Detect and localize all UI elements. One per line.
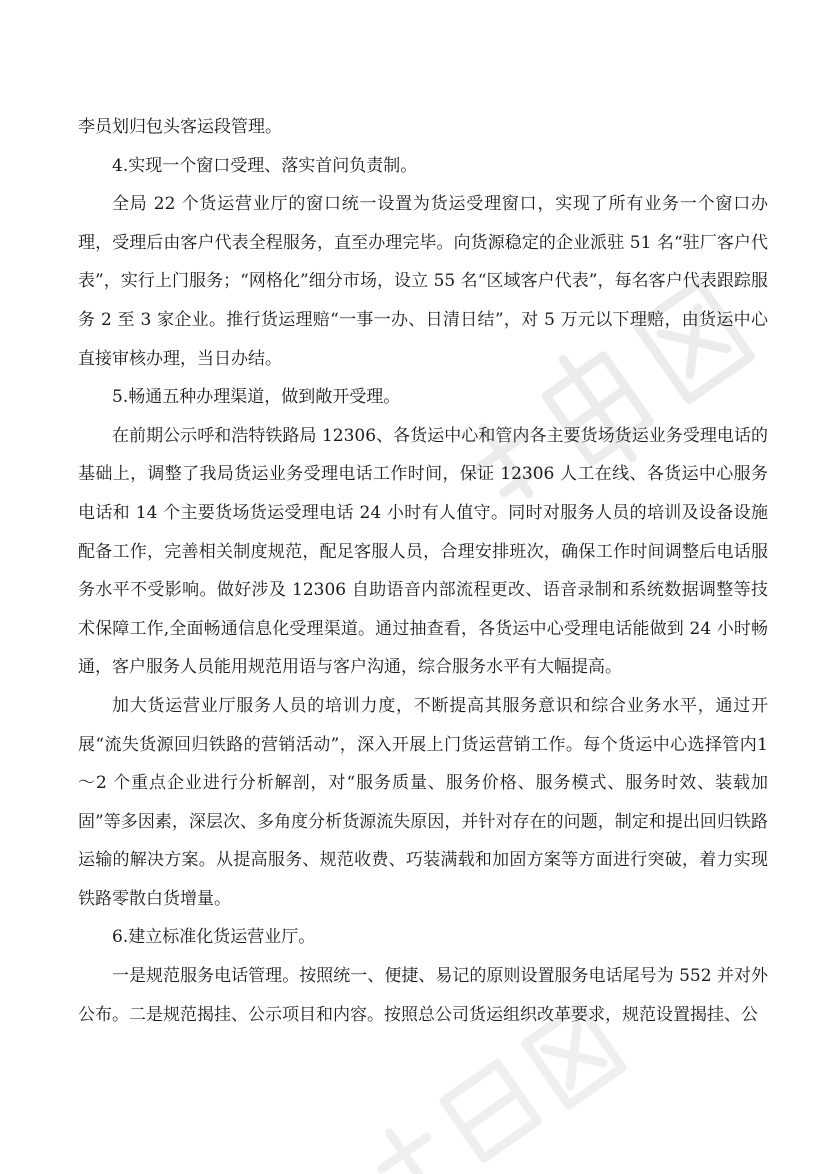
paragraph-phone-channels: 在前期公示呼和浩特铁路局 12306、各货运中心和管内各主要货场货运业务受理电话的基础上，调整了我局货运业务受理电话工作时间，保证 12306 人工在线、各货运中心服务电话和 14 个主要货场货运受理电话 24 小时有人值守。同时对服务人员的培训及设备设施配备工作，完善相关制度规范，配足客服人员，合理安排班次，确保工作时间调整后电话服务水平不受影响。做好涉及 12306 自助语音内部流程更改、语音录制和系统数据调整等技术保障工作,全面畅通信息化受理渠道。通过抽查看，各货运中心受理电话能做到 24 小时畅通，客户服务人员能用规范用语与客户沟通，综合服务水平有大幅提高。 bbox=[78, 425, 768, 678]
paragraph-training-marketing: 加大货运营业厅服务人员的培训力度，不断提高其服务意识和综合业务水平，通过开展“流失货源回归铁路的营销活动”，深入开展上门货运营销工作。每个货运中心选择管内1～2 个重点企业进行分析解剖，对“服务质量、服务价格、服务模式、服务时效、装载加固”等多因素，深层次、多角度分析货源流失原因，并针对存在的问题，制定和提出回归铁路运输的解决方案。从提高服务、规范收费、巧装满载和加固方案等方面进行突破，着力实现铁路零散白货增量。 bbox=[78, 695, 768, 909]
paragraph-standardization: 一是规范服务电话管理。按照统一、便捷、易记的原则设置服务电话尾号为 552 并对外公布。二是规范揭挂、公示项目和内容。按照总公司货运组织改革要求，规范设置揭挂、公 bbox=[78, 966, 768, 1025]
paragraph-continuation: 李员划归包头客运段管理。 bbox=[78, 117, 282, 137]
document-body bbox=[78, 108, 768, 1034]
section-heading-6: 6.建立标准化货运营业厅。 bbox=[112, 927, 316, 948]
section-heading-5: 5.畅通五种办理渠道，做到敞开受理。 bbox=[112, 387, 401, 408]
section-heading-4: 4.实现一个窗口受理、落实首问负责制。 bbox=[112, 155, 418, 176]
paragraph-window-service: 全局 22 个货运营业厅的窗口统一设置为货运受理窗口，实现了所有业务一个窗口办理，受理后由客户代表全程服务，直至办理完毕。向货源稳定的企业派驻 51 名“驻厂客户代表”，实行上门服务；“网格化”细分市场，设立 55 名“区域客户代表”，每名客户代表跟踪服务 2 至 3 家企业。推行货运理赔“一事一办、日清日结”，对 5 万元以下理赔，由货运中心直接审核办理，当日办结。 bbox=[78, 194, 768, 369]
